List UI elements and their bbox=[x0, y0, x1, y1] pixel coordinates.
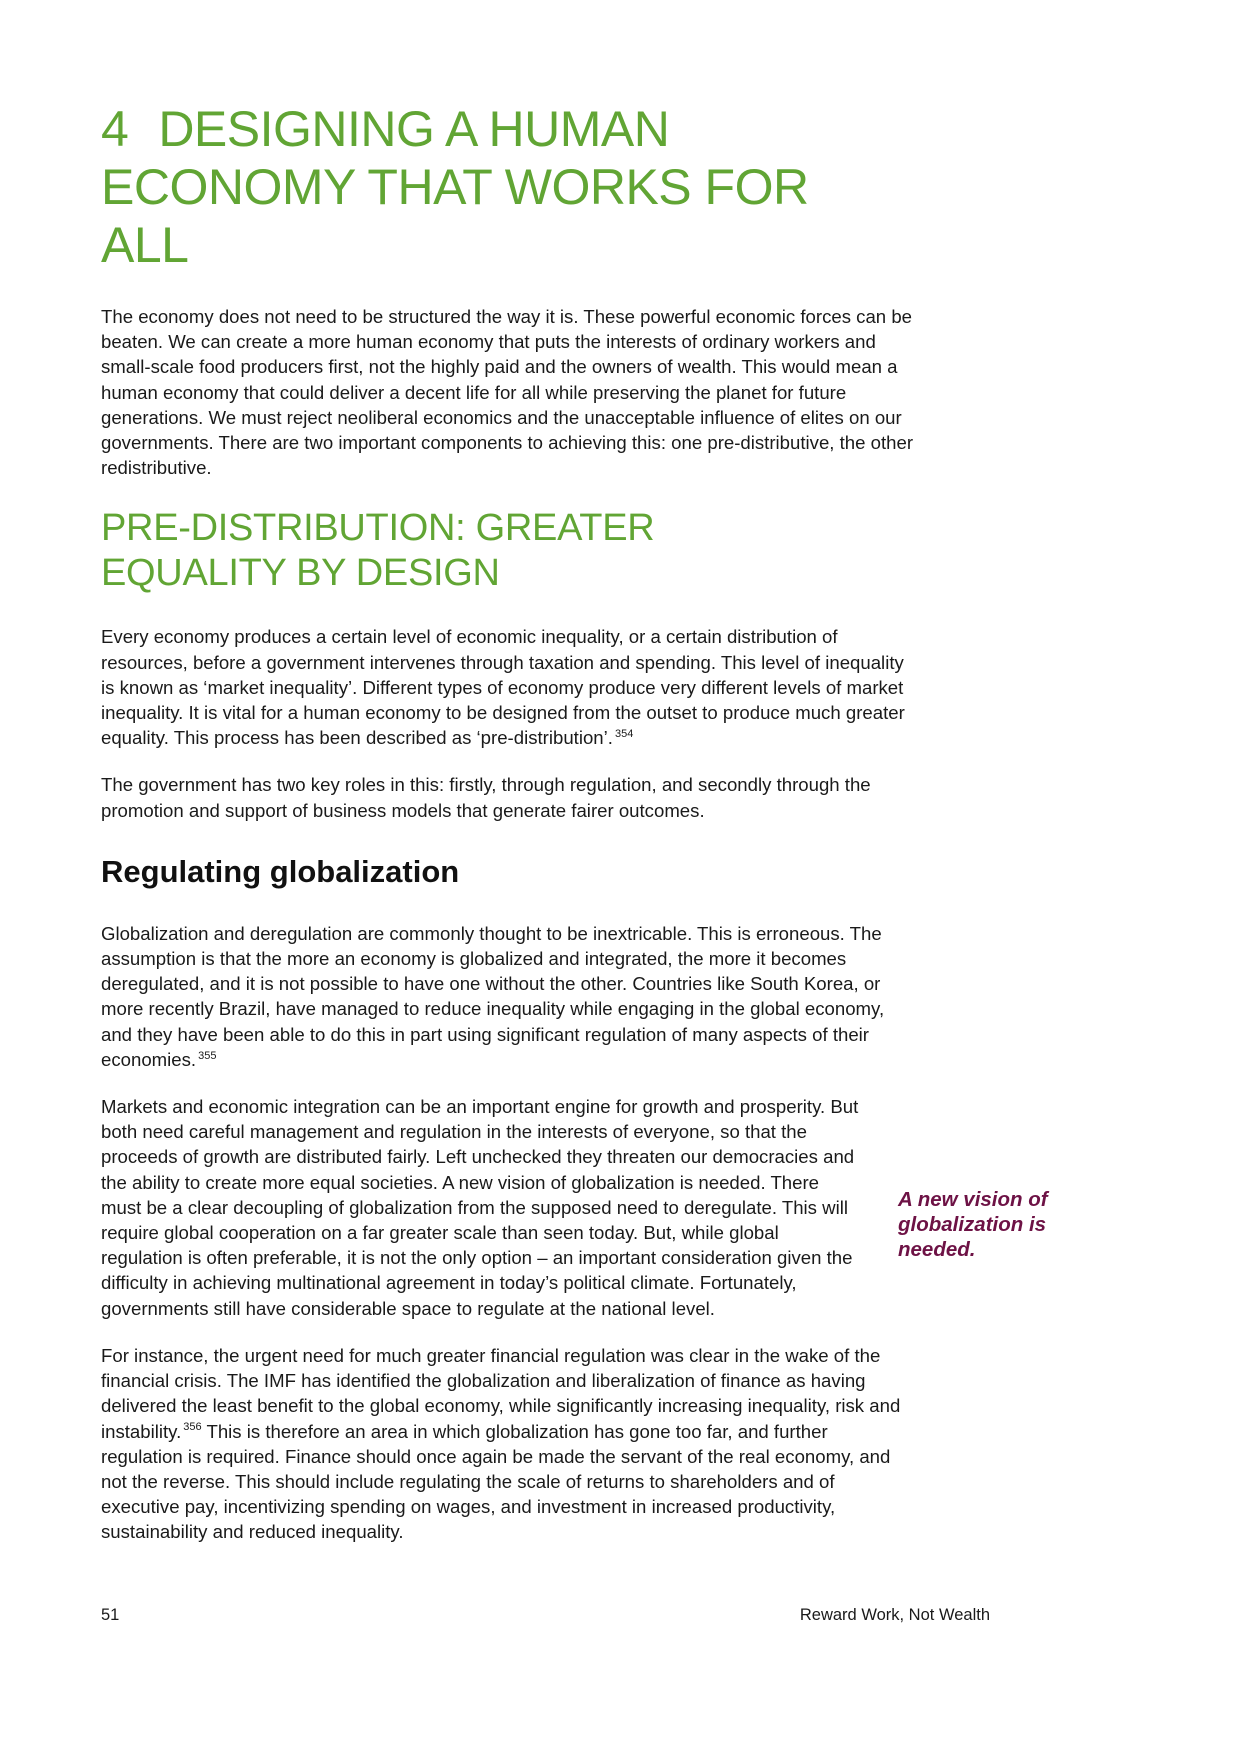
section-title: PRE-DISTRIBUTION: GREATER EQUALITY BY DESIGN bbox=[101, 507, 655, 595]
footer-page-number: 51 bbox=[101, 1606, 120, 1624]
footnote-ref-355[interactable]: 355 bbox=[198, 1049, 217, 1062]
chapter-title bbox=[101, 100, 861, 274]
subsection-paragraph-3-text-a: For instance, the urgent need for much greater financial regulation was clear in the wake of the financial crisis. The IMF has identified the globalization and liberalization of finance as having delivered the least benefit to the global economy, while significantly increasing inequality, risk and instability. bbox=[101, 1344, 901, 1442]
footer-document-title: Reward Work, Not Wealth bbox=[799, 1606, 990, 1624]
subsection-paragraph-1-text: Globalization and deregulation are commonly thought to be inextricable. This is erroneous. The assumption is that the more an economy is globalized and integrated, the more it becomes deregulated, and it is not possible to have one without the other. Countries like South Korea, or more recently Brazil, have managed to reduce inequality while engaging in the global economy, and they have been able to do this in part using significant regulation of many aspects of their economies. bbox=[101, 922, 885, 1070]
footnote-ref-354[interactable]: 354 bbox=[614, 728, 634, 741]
subsection-title: Regulating globalization bbox=[101, 853, 460, 889]
subsection-paragraph-3 bbox=[101, 1343, 913, 1545]
footnote-ref-356[interactable]: 356 bbox=[183, 1421, 202, 1434]
sidebar-pull-quote: A new vision of globalization is needed. bbox=[898, 1188, 1048, 1261]
subsection-paragraph-3-text-b: This is therefore an area in which globalization has gone too far, and further regulation is required. Finance should once again be made the servant of the real economy, and not the reverse. This should include regulating the scale of returns to shareholders and of executive pay, incentivizing spending on wages, and investment in increased productivity, sustainability and reduced inequality. bbox=[101, 1420, 891, 1543]
chapter-number: 4 bbox=[101, 101, 129, 157]
subsection-paragraph-2: Markets and economic integration can be an important engine for growth and prosperity. But both need careful management and regulation in the interests of everyone, so that the proceeds of growth are distributed fairly. Left unchecked they threaten our democracies and the ability to create more equal societies. A new vision of globalization is needed. There must be a clear decoupling of globalization from the supposed need to deregulate. This will require global cooperation on a far greater scale than seen today. But, while global regulation is often preferable, it is not the only option – an important consideration given the difficulty in achieving multinational agreement in today’s political climate. Fortunately, governments still have considerable space to regulate at the national level. bbox=[101, 1096, 859, 1319]
section-paragraph-2: The government has two key roles in this: firstly, through regulation, and secondly through the promotion and support of business models that generate fairer outcomes. bbox=[101, 774, 871, 821]
section-paragraph-1-text: Every economy produces a certain level of economic inequality, or a certain distribution of resources, before a government intervenes through taxation and spending. This level of inequality is known as ‘market inequality’. Different types of economy produce very different levels of market inequality. It is vital for a human economy to be designed from the outset to produce much greater equality. This process has been described as ‘pre-distribution’. bbox=[101, 626, 905, 749]
intro-paragraph: The economy does not need to be structured the way it is. These powerful economic forces can be beaten. We can create a more human economy that puts the interests of ordinary workers and small-scale food producers first, not the highly paid and the owners of wealth. This would mean a human economy that could deliver a decent life for all while preserving the planet for future generations. We must reject neoliberal economics and the unacceptable influence of elites on our governments. There are two important components to achieving this: one pre-distributive, the other redistributive. bbox=[101, 306, 914, 479]
main-column bbox=[101, 100, 913, 1545]
section-paragraph-1 bbox=[101, 624, 913, 750]
chapter-title-text: DESIGNING A HUMAN ECONOMY THAT WORKS FOR ALL bbox=[101, 101, 809, 273]
subsection-paragraph-1 bbox=[101, 921, 913, 1072]
